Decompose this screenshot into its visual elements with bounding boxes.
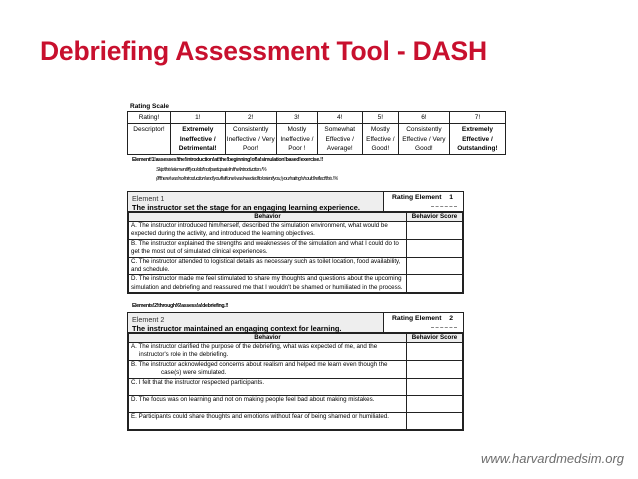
element1-orient-note: (If!there!was!no!introduction!and!you!felt!one!was!needed!to!orient!you,!your!rating!should!reflect!this.!%	[156, 176, 338, 182]
behavior-text: C. The instructor attended to logistical details as necessary such as toilet location, food availability, and schedule.	[129, 257, 407, 275]
behavior-text	[129, 395, 407, 412]
table-row	[129, 378, 463, 395]
element2-rating-number: 2	[449, 315, 453, 322]
element1-box	[127, 191, 464, 294]
table-row	[129, 275, 463, 293]
behavior-line: The instructor clarified the purpose of the debriefing, what was expected of me, and the	[138, 343, 378, 350]
behavior-text: A. The instructor introduced him/herself, described the simulation environment, what would be expected during the activity, and introduced the learning objectives.	[129, 222, 407, 240]
rating-number-cell: 5!	[362, 112, 398, 124]
behavior-text	[129, 412, 407, 429]
behavior-text	[129, 343, 407, 361]
element2-box	[127, 312, 464, 431]
rating-scale-label: Rating Scale	[130, 103, 170, 110]
element1-rating-number: 1	[449, 194, 453, 201]
behavior-score-column-header: Behavior Score	[407, 334, 463, 343]
element2-column-header-row	[129, 334, 463, 343]
behavior-score-cell[interactable]	[407, 275, 463, 293]
rating-scale-descriptor-row	[128, 124, 506, 155]
descriptor-header-cell: Descriptor!	[128, 124, 171, 155]
element1-behavior-table	[128, 212, 463, 293]
behavior-prefix: E.	[131, 412, 137, 420]
behavior-line: I felt that the instructor respected participants.	[138, 378, 265, 386]
element1-column-header-row	[129, 213, 463, 222]
behavior-line: Participants could share thoughts and emotions without fear of being shamed or humiliated.	[138, 412, 389, 420]
element2-behavior-table	[128, 333, 463, 430]
behavior-score-cell[interactable]	[407, 378, 463, 395]
behavior-column-header: Behavior	[129, 334, 407, 343]
behavior-text: D. The instructor made me feel stimulated to share my thoughts and questions about the upcoming simulation and debriefing and reassured me that I wouldn't be shamed or humiliated in the process.	[129, 275, 407, 293]
descriptor-cell: Consistently Ineffective / Very Poor!	[225, 124, 276, 155]
rating-number-cell: 3!	[276, 112, 317, 124]
rating-number-cell: 2!	[225, 112, 276, 124]
table-row	[129, 343, 463, 361]
behavior-text	[129, 378, 407, 395]
rating-number-cell: 1!	[171, 112, 226, 124]
rating-header-cell: Rating!	[128, 112, 171, 124]
table-row	[129, 395, 463, 412]
table-row	[129, 257, 463, 275]
element1-header	[128, 192, 463, 212]
footer-url: www.harvardmedsim.org	[480, 451, 624, 466]
behavior-score-cell[interactable]	[407, 257, 463, 275]
behavior-column-header: Behavior	[129, 213, 407, 222]
descriptor-cell: Consistently Effective / Very Good!	[398, 124, 449, 155]
element1-rating-field[interactable]	[383, 192, 463, 211]
element1-note: Element!1!assesses!the!introduction!at!the!beginning!of!a!simulation!based!exercise.!!	[132, 157, 323, 163]
behavior-score-cell[interactable]	[407, 412, 463, 429]
descriptor-cell: Mostly Ineffective / Poor !	[276, 124, 317, 155]
descriptor-cell: Mostly Effective / Good!	[362, 124, 398, 155]
element2-rating-label: Rating Element	[392, 315, 442, 322]
descriptor-cell: Somewhat Effective / Average!	[317, 124, 362, 155]
table-row	[129, 412, 463, 429]
behavior-score-cell[interactable]	[407, 360, 463, 378]
element2-rating-line	[431, 327, 457, 328]
behavior-prefix: D.	[131, 395, 138, 403]
behavior-score-cell[interactable]	[407, 395, 463, 412]
element2-number: Element 2	[132, 315, 165, 324]
behavior-score-cell[interactable]	[407, 222, 463, 240]
behavior-continuation: instructor's role in the debriefing.	[139, 351, 229, 359]
behavior-text: B. The instructor explained the strengths and weaknesses of the simulation and what I could do to get the most out of simulated clinical experiences.	[129, 239, 407, 257]
behavior-line: The focus was on learning and not on making people feel bad about making mistakes.	[138, 395, 375, 403]
element2-description: The instructor maintained an engaging context for learning.	[132, 324, 342, 333]
element1-rating-label: Rating Element	[392, 194, 442, 201]
descriptor-cell: Extremely Effective / Outstanding!	[449, 124, 505, 155]
element1-number: Element 1	[132, 194, 165, 203]
rating-scale-number-row	[128, 112, 506, 124]
behavior-score-cell[interactable]	[407, 343, 463, 361]
element2-header	[128, 313, 463, 333]
rating-number-cell: 7!	[449, 112, 505, 124]
behavior-continuation: case(s) were simulated.	[161, 369, 227, 377]
element1-rating-line	[431, 206, 457, 207]
table-row	[129, 360, 463, 378]
behavior-score-cell[interactable]	[407, 239, 463, 257]
element2-rating-field[interactable]	[383, 313, 463, 332]
behavior-score-column-header: Behavior Score	[407, 213, 463, 222]
element2-note: Elements!2!through!6!assess!a!debriefing.!!	[132, 303, 229, 309]
element1-description: The instructor set the stage for an engaging learning experience.	[132, 203, 360, 212]
rating-number-cell: 6!	[398, 112, 449, 124]
rating-scale-table	[127, 111, 506, 155]
rating-number-cell: 4!	[317, 112, 362, 124]
behavior-prefix: B.	[131, 360, 137, 368]
behavior-prefix: A.	[131, 343, 137, 350]
behavior-prefix: C.	[131, 378, 138, 386]
behavior-line: The instructor acknowledged concerns about realism and helped me learn even though the	[138, 360, 388, 368]
descriptor-cell: Extremely Ineffective / Detrimental!	[171, 124, 226, 155]
element1-skip-note: Skip!this!element!if!you!did!not!participate!in!the!introduction.!%	[156, 167, 267, 173]
table-row	[129, 239, 463, 257]
page-title: Debriefing Assessment Tool - DASH	[40, 36, 487, 66]
behavior-text	[129, 360, 407, 378]
table-row	[129, 222, 463, 240]
